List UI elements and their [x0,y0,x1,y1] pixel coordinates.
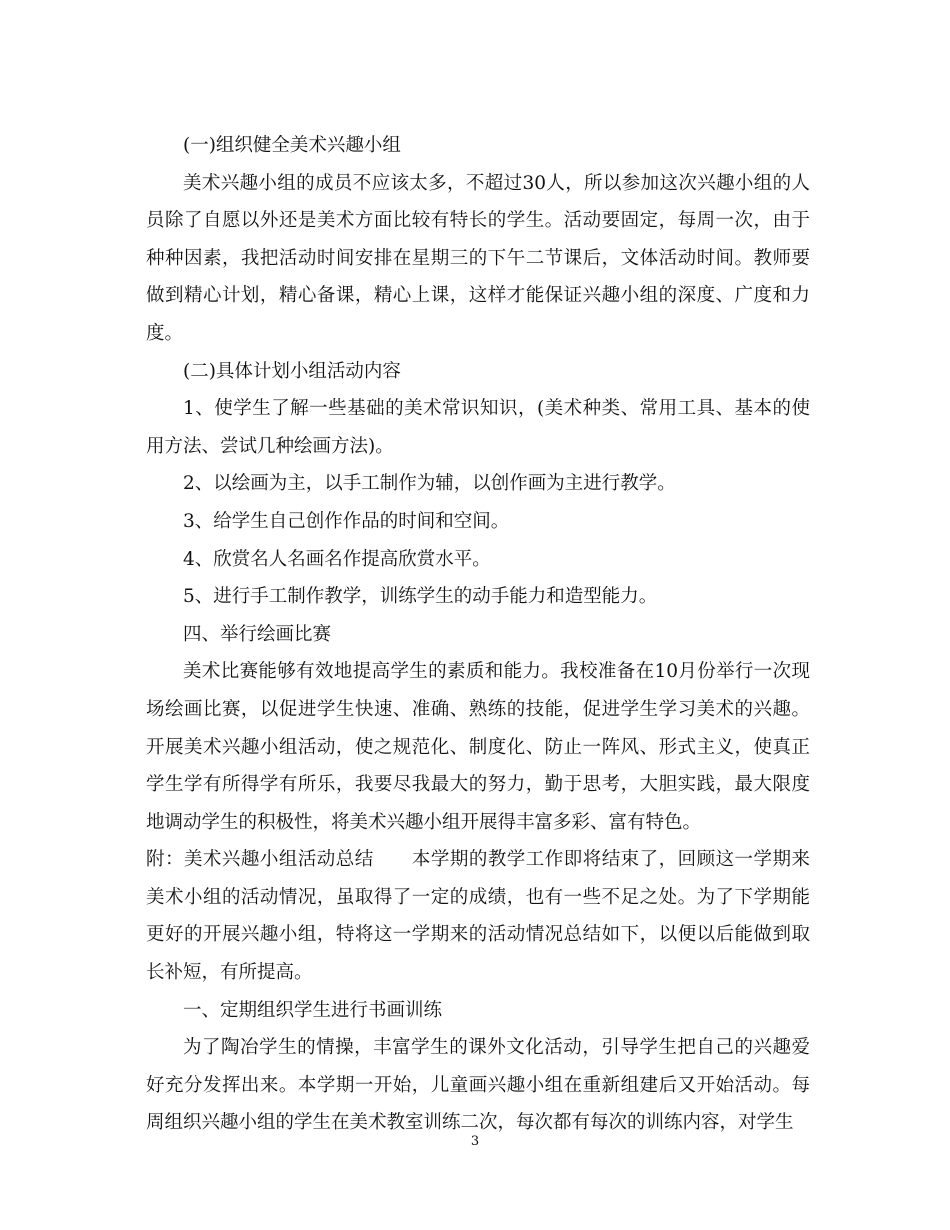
section-heading-drawing-contest: 四、举行绘画比赛 [183,623,332,645]
page-number: 3 [470,1134,480,1149]
list-item-5: 5、进行手工制作教学，训练学生的动手能力和造型能力。 [183,586,658,608]
section-heading-training: 一、定期组织学生进行书画训练 [183,999,443,1021]
paragraph-drawing-contest: 美术比赛能够有效地提高学生的素质和能力。我校准备在10月份举行一次现场绘画比赛，以促进学生快速、准确、熟练的技能，促进学生学习美术的兴趣。开展美术兴趣小组活动，使之规范化、制度化、防止一阵风、形式主义，使真正学生学有所得学有所乐，我要尽我最大的努力，勤于思考，大胆实践，最大限度地调动学生的积极性，将美术兴趣小组开展得丰富多彩、富有特色。 [146,661,810,833]
list-item-1: 1、使学生了解一些基础的美术常识知识，(美术种类、常用工具、基本的使用方法、尝试几种绘画方法)。 [146,398,810,457]
section-heading-organize-group: (一)组织健全美术兴趣小组 [183,135,401,156]
paragraph-training: 为了陶冶学生的情操，丰富学生的课外文化活动，引导学生把自己的兴趣爱好充分发挥出来。本学期一开始，儿童画兴趣小组在重新组建后又开始活动。每周组织兴趣小组的学生在美术教室训练二次，每次都有每次的训练内容，对学生 [146,1037,810,1134]
paragraph-appendix-summary: 附：美术兴趣小组活动总结 本学期的教学工作即将结束了，回顾这一学期来美术小组的活动情况，虽取得了一定的成绩，也有一些不足之处。为了下学期能更好的开展兴趣小组，特将这一学期来的活动情况总结如下，以便以后能做到取长补短，有所提高。 [146,849,810,984]
list-item-2: 2、以绘画为主，以手工制作为辅，以创作画为主进行教学。 [183,473,676,495]
document-body [146,127,810,1142]
list-item-4: 4、欣赏名人名画名作提高欣赏水平。 [183,548,491,570]
section-heading-activity-plan: (二)具体计划小组活动内容 [183,360,401,382]
paragraph-group-members: 美术兴趣小组的成员不应该太多，不超过30人，所以参加这次兴趣小组的人员除了自愿以外还是美术方面比较有特长的学生。活动要固定，每周一次，由于种种因素，我把活动时间安排在星期三的下午二节课后，文体活动时间。教师要做到精心计划，精心备课，精心上课，这样才能保证兴趣小组的深度、广度和力度。 [146,172,810,344]
list-item-3: 3、给学生自己创作作品的时间和空间。 [183,510,510,532]
